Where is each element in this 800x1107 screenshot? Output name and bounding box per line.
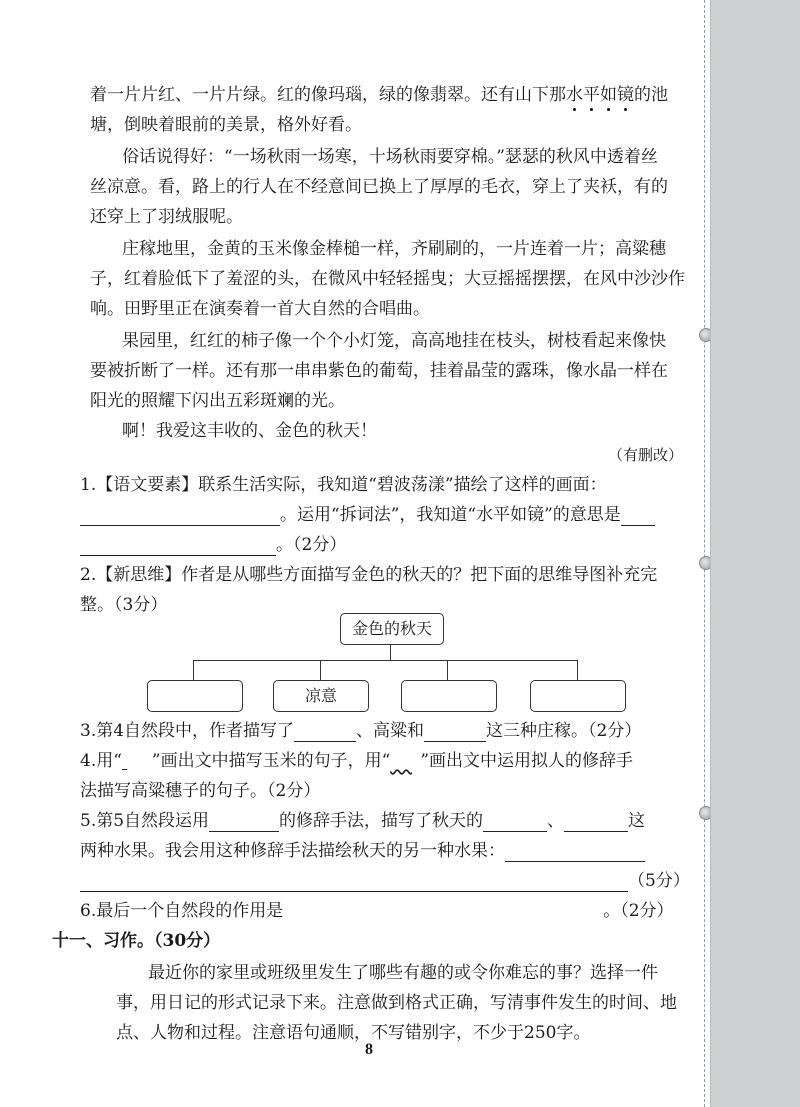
passage-line-3: 俗话说得好：“一场秋雨一场寒，十场秋雨要穿棉。”瑟瑟的秋风中透着丝: [122, 147, 658, 167]
passage-line-9: 果园里，红红的柿子像一个个小灯笼，高高地挂在枝头，树枝看起来像快: [122, 331, 666, 351]
passage-line-5: 还穿上了羽绒服呢。: [90, 207, 243, 227]
question-text: 两种水果。我会用这种修辞手法描绘秋天的另一种水果：: [80, 841, 505, 861]
question-text: 、: [547, 811, 565, 831]
question-text: 。（2分）: [603, 901, 674, 921]
mindmap-connector: [193, 660, 194, 680]
answer-blank[interactable]: [621, 509, 655, 526]
writing-prompt-line-1: 最近你的家里或班级里发生了哪些有趣的或令你难忘的事？选择一件: [148, 963, 658, 983]
mindmap-connector: [390, 644, 391, 660]
question-text: 4.用“: [80, 751, 122, 771]
margin-strip: [710, 0, 800, 1107]
question-text: 这三种庄稼。（2分）: [486, 721, 642, 741]
emphasized-text: [566, 85, 634, 105]
writing-prompt-line-3: 点、人物和过程。注意语句通顺，不写错别字，不少于250字。: [116, 1023, 591, 1043]
source-note: （有删改）: [608, 446, 684, 464]
passage-line-1: [90, 84, 668, 106]
question-text: 。（2分）: [276, 535, 347, 555]
answer-blank[interactable]: [505, 845, 645, 862]
emphasis-dot: [590, 108, 593, 111]
question-1-line-3: [80, 534, 346, 556]
passage-line-6: 庄稼地里，金黄的玉米像金棒槌一样，齐刷刷的，一片连着一片；高粱穗: [122, 239, 666, 259]
passage-line-2: 塘，倒映着眼前的美景，格外好看。: [90, 115, 362, 135]
mindmap-branch-4[interactable]: [530, 680, 626, 712]
question-2-line-1: 2.【新思维】作者是从哪些方面描写金色的秋天的？把下面的思维导图补充完: [80, 565, 658, 585]
emphasized-char: 如: [600, 85, 617, 105]
page-number: 8: [365, 1041, 373, 1058]
passage-line-10: 要被折断了一样。还有那一串串紫色的葡萄，挂着晶莹的露珠，像水晶一样在: [90, 361, 668, 381]
passage-line-12: 啊！我爱这丰收的、金色的秋天！: [122, 421, 377, 441]
question-3: [80, 720, 641, 742]
question-5-line-3: [80, 870, 690, 892]
answer-blank[interactable]: [424, 725, 486, 742]
answer-blank[interactable]: [80, 875, 628, 892]
answer-blank[interactable]: [294, 725, 356, 742]
question-text: 3.第4自然段中，作者描写了: [80, 721, 295, 741]
question-text: ”画出文中运用拟人的修辞手: [420, 751, 634, 771]
question-text: 5.第5自然段运用: [80, 811, 210, 831]
emphasized-char: 平: [583, 85, 600, 105]
answer-blank[interactable]: [483, 815, 547, 832]
emphasized-phrase: [566, 85, 634, 105]
emphasized-char: 镜: [617, 85, 634, 105]
question-text: ”画出文中描写玉米的句子，用“: [151, 751, 391, 771]
writing-prompt-line-2: 事，用日记的形式记录下来。注意做到格式正确，写清事件发生的时间、地: [116, 993, 677, 1013]
binding-dashed-line: [704, 0, 705, 1107]
mindmap-root: 金色的秋天: [340, 613, 444, 645]
score-note: （5分）: [628, 871, 690, 891]
question-text: 这: [628, 811, 646, 831]
question-4-line-2: 法描写高粱穗子的句子。（2分）: [80, 781, 321, 801]
question-5-line-2: [80, 840, 645, 862]
passage-line-8: 响。田野里正在演奏着一首大自然的合唱曲。: [90, 299, 430, 319]
section-heading-writing: 十一、习作。（30分）: [52, 931, 221, 951]
mindmap-connector: [320, 660, 321, 680]
emphasis-dot: [607, 108, 610, 111]
emphasis-dot: [573, 108, 576, 111]
straight-line-mark: [122, 750, 152, 772]
answer-blank[interactable]: [564, 815, 628, 832]
question-1-line-1: 1.【语文要素】联系生活实际，我知道“碧波荡漾”描绘了这样的画面：: [80, 475, 607, 495]
question-text: 的修辞手法，描写了秋天的: [279, 811, 484, 831]
passage-text: 的池: [634, 85, 668, 105]
passage-text: 着一片片红、一片片绿。红的像玛瑙，绿的像翡翠。还有山下那: [90, 85, 566, 105]
emphasis-dot: [624, 108, 627, 111]
passage-line-4: 丝凉意。看，路上的行人在不经意间已换上了厚厚的毛衣，穿上了夹袄，有的: [90, 177, 668, 197]
mindmap-branch-3[interactable]: [401, 680, 497, 712]
emphasized-char: 水: [566, 85, 583, 105]
question-4-line-1: [80, 750, 633, 772]
wavy-line-mark: [390, 750, 420, 772]
question-2-line-2: 整。（3分）: [80, 595, 168, 615]
question-text: 。运用“拆词法”，我知道“水平如镜”的意思是: [280, 505, 621, 525]
mindmap-branch-1[interactable]: [147, 680, 243, 712]
answer-blank[interactable]: [80, 509, 280, 526]
question-1-line-2: [80, 504, 655, 526]
answer-blank[interactable]: [209, 815, 279, 832]
question-6: [80, 900, 674, 922]
question-5-line-1: [80, 810, 645, 832]
question-text: 6.最后一个自然段的作用是: [80, 901, 284, 921]
mindmap-branch-2: 凉意: [273, 680, 369, 712]
passage-line-11: 阳光的照耀下闪出五彩斑斓的光。: [90, 391, 345, 411]
mindmap-connector: [193, 660, 578, 661]
passage-line-7: 子，红着脸低下了羞涩的头，在微风中轻轻摇曳；大豆摇摇摆摆，在风中沙沙作: [90, 269, 685, 289]
mindmap-connector: [577, 660, 578, 680]
mindmap-connector: [447, 660, 448, 680]
answer-blank[interactable]: [80, 539, 276, 556]
question-text: 、高粱和: [356, 721, 425, 741]
